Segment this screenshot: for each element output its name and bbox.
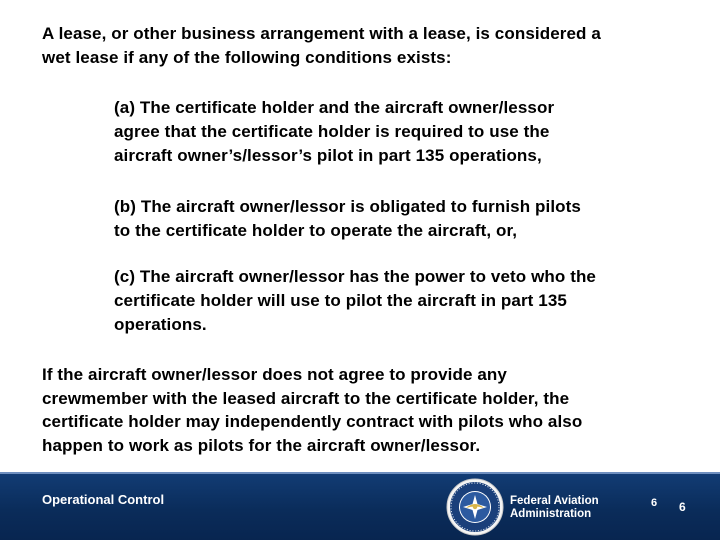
condition-line: certificate holder will use to pilot the aircraft in part 135 (114, 291, 567, 310)
condition-a (114, 96, 674, 168)
intro-line: A lease, or other business arrangement with a lease, is considered a (42, 24, 601, 43)
condition-line: (c) The aircraft owner/lessor has the power to veto who the (114, 267, 596, 286)
condition-line: to the certificate holder to operate the aircraft, or, (114, 221, 518, 240)
condition-c (114, 265, 674, 337)
condition-line: (b) The aircraft owner/lessor is obligated to furnish pilots (114, 197, 581, 216)
condition-line: agree that the certificate holder is required to use the (114, 122, 550, 141)
condition-line: (a) The certificate holder and the aircraft owner/lessor (114, 98, 555, 117)
faa-seal-icon (446, 478, 504, 536)
closing-line: If the aircraft owner/lessor does not agree to provide any (42, 365, 507, 384)
closing-line: certificate holder may independently contract with pilots who also (42, 412, 583, 431)
footer-bar (0, 474, 720, 540)
agency-line: Administration (510, 508, 592, 520)
agency-line: Federal Aviation (510, 495, 599, 507)
closing-paragraph (42, 363, 702, 457)
agency-name (510, 495, 599, 521)
condition-b (114, 195, 674, 243)
page-number-small: 6 (651, 497, 658, 509)
condition-line: aircraft owner’s/lessor’s pilot in part 135 operations, (114, 146, 542, 165)
condition-line: operations. (114, 315, 207, 334)
footer-title: Operational Control (42, 492, 165, 507)
closing-line: happen to work as pilots for the aircraft owner/lessor. (42, 435, 481, 455)
intro-paragraph (42, 22, 702, 70)
closing-line: crewmember with the leased aircraft to the certificate holder, the (42, 388, 570, 408)
page-number: 6 (679, 500, 686, 514)
intro-line: wet lease if any of the following conditions exists: (42, 48, 452, 67)
